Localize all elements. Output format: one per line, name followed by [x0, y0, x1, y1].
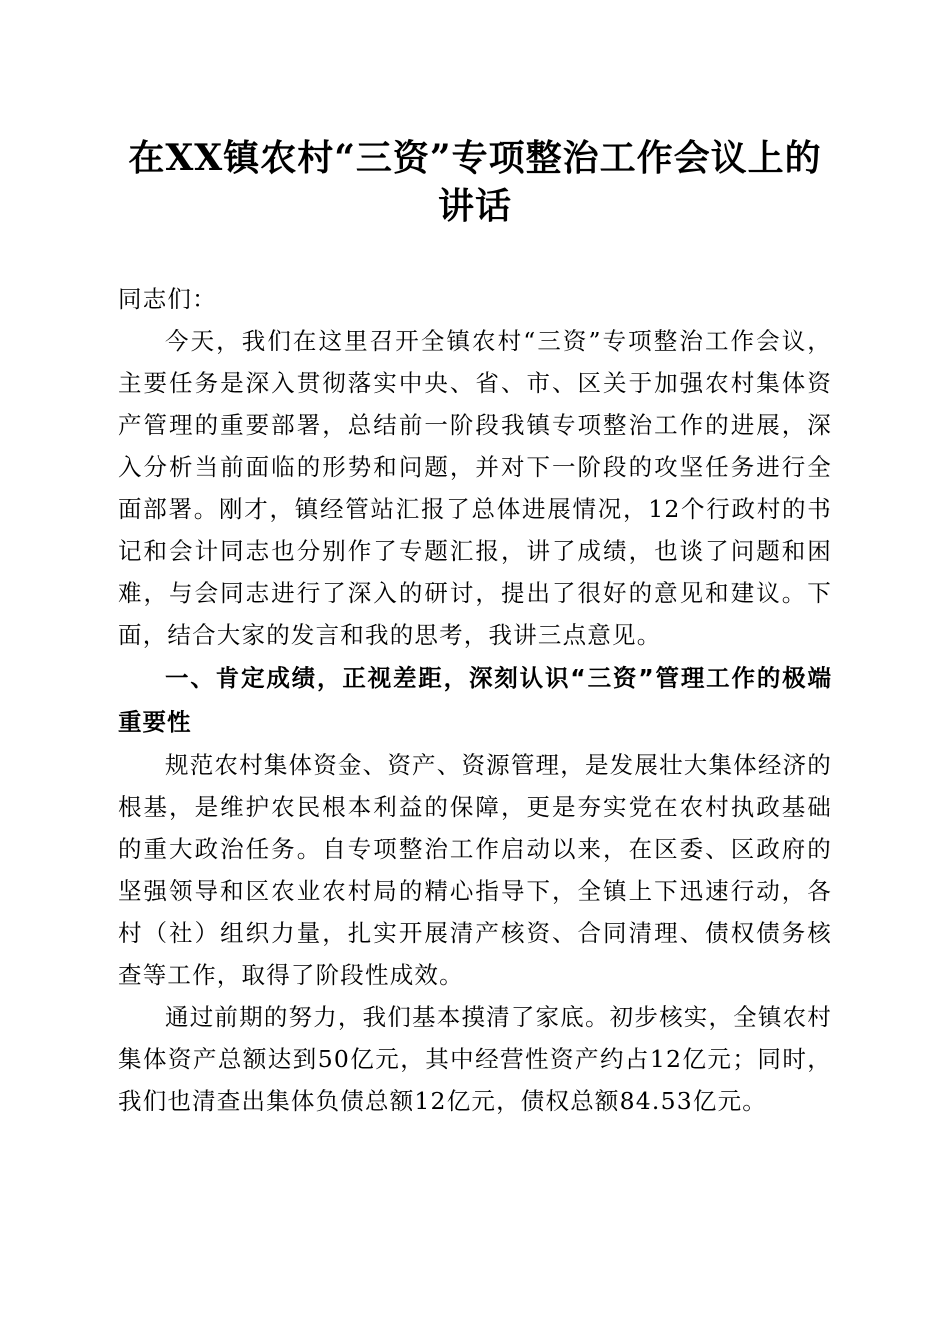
paragraph-section1-1: 规范农村集体资金、资产、资源管理，是发展壮大集体经济的根基，是维护农民根本利益的保障，更是夯实党在农村执政基础的重大政治任务。自专项整治工作启动以来，在区委、区政府的坚强领导和区农业农村局的精心指导下，全镇上下迅速行动，各村（社）组织力量，扎实开展清产核资、合同清理、债权债务核查等工作，取得了阶段性成效。	[118, 751, 832, 989]
salutation: 同志们：	[118, 285, 217, 313]
paragraph-intro: 今天，我们在这里召开全镇农村“三资”专项整治工作会议，主要任务是深入贯彻落实中央、省、市、区关于加强农村集体资产管理的重要部署，总结前一阶段我镇专项整治工作的进展，深入分析当前面临的形势和问题，并对下一阶段的攻坚任务进行全面部署。刚才，镇经管站汇报了总体进展情况，12个行政村的书记和会计同志也分别作了专题汇报，讲了成绩，也谈了问题和困难，与会同志进行了深入的研讨，提出了很好的意见和建议。下面，结合大家的发言和我的思考，我讲三点意见。	[118, 327, 832, 649]
document-body	[118, 278, 832, 1122]
paragraph-section1-2: 通过前期的努力，我们基本摸清了家底。初步核实，全镇农村集体资产总额达到50亿元，其中经营性资产约占12亿元；同时，我们也清查出集体负债总额12亿元，债权总额84.53亿元。	[118, 1003, 832, 1115]
section-heading-1: 一、肯定成绩，正视差距，深刻认识“三资”管理工作的极端重要性	[118, 664, 832, 736]
document-title: 在XX镇农村“三资”专项整治工作会议上的讲话	[128, 137, 822, 227]
